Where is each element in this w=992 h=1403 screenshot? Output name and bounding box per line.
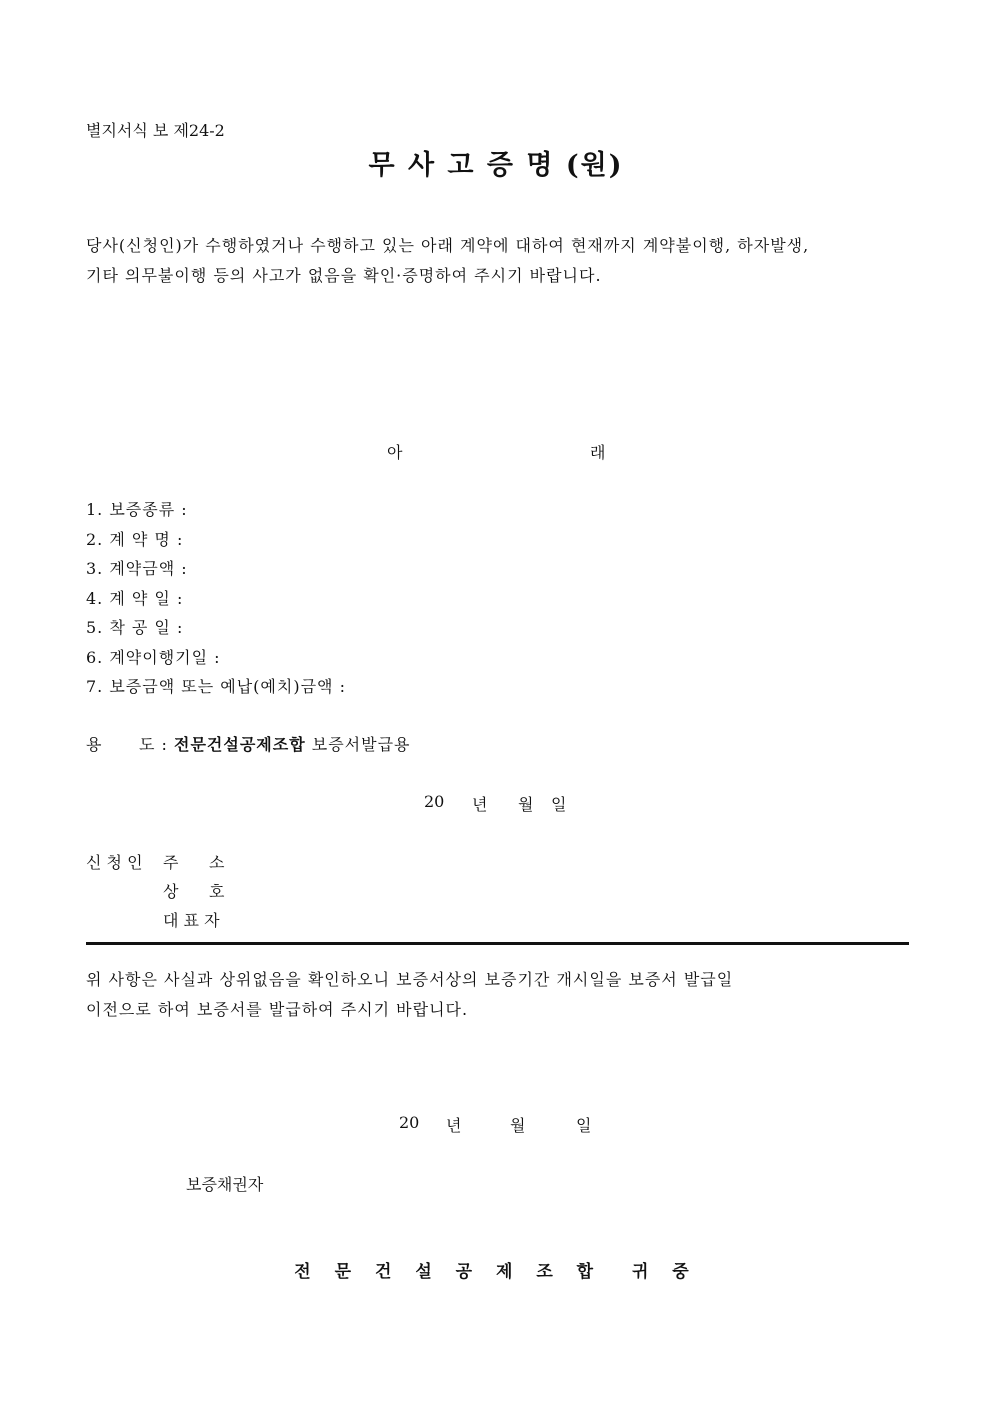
confirm-line-1: 위 사항은 사실과 상위없음을 확인하오니 보증서상의 보증기간 개시일을 보증서 발급일 <box>86 970 734 989</box>
date1-year: 20 <box>424 792 445 811</box>
below-heading-right: 래 <box>590 443 606 462</box>
item-fulfillment-date: 6. 계약이행기일 : <box>86 648 221 667</box>
purpose-label: 용 도 : <box>86 735 168 754</box>
applicant-address: 주 소 <box>163 853 225 872</box>
date1-day-label: 일 <box>551 795 567 814</box>
intro-line-1: 당사(신청인)가 수행하였거나 수행하고 있는 아래 계약에 대하여 현재까지 계약불이행, 하자발생, <box>86 236 810 255</box>
item-contract-amount: 3. 계약금액 : <box>86 559 188 578</box>
purpose-org: 전문건설공제조합 <box>174 735 306 754</box>
confirm-line-2: 이전으로 하여 보증서를 발급하여 주시기 바랍니다. <box>86 1000 469 1019</box>
applicant-representative: 대 표 자 <box>163 911 220 930</box>
item-guarantee-amount: 7. 보증금액 또는 예납(예치)금액 : <box>86 677 346 696</box>
date1-year-label: 년 <box>472 795 488 814</box>
guarantee-creditor: 보증채권자 <box>186 1175 264 1194</box>
purpose-row <box>86 732 411 755</box>
below-heading-left: 아 <box>387 443 403 462</box>
addressee: 전 문 건 설 공 제 조 합 귀 중 <box>294 1262 698 1282</box>
form-code: 별지서식 보 제24-2 <box>86 121 225 140</box>
date2-day-label: 일 <box>576 1116 592 1135</box>
applicant-label: 신 청 인 <box>86 853 143 872</box>
item-start-date: 5. 착 공 일 : <box>86 618 184 637</box>
divider-rule <box>86 942 909 945</box>
item-guarantee-type: 1. 보증종류 : <box>86 500 188 519</box>
intro-line-2: 기타 의무불이행 등의 사고가 없음을 확인·증명하여 주시기 바랍니다. <box>86 266 602 285</box>
date2-year: 20 <box>399 1113 420 1132</box>
purpose-suffix: 보증서발급용 <box>311 735 411 754</box>
date2-month-label: 월 <box>510 1116 526 1135</box>
applicant-company: 상 호 <box>163 882 225 901</box>
date1-month-label: 월 <box>518 795 534 814</box>
document-title: 무 사 고 증 명 (원) <box>368 150 624 181</box>
date2-year-label: 년 <box>446 1116 462 1135</box>
item-contract-date: 4. 계 약 일 : <box>86 589 184 608</box>
item-contract-name: 2. 계 약 명 : <box>86 530 184 549</box>
